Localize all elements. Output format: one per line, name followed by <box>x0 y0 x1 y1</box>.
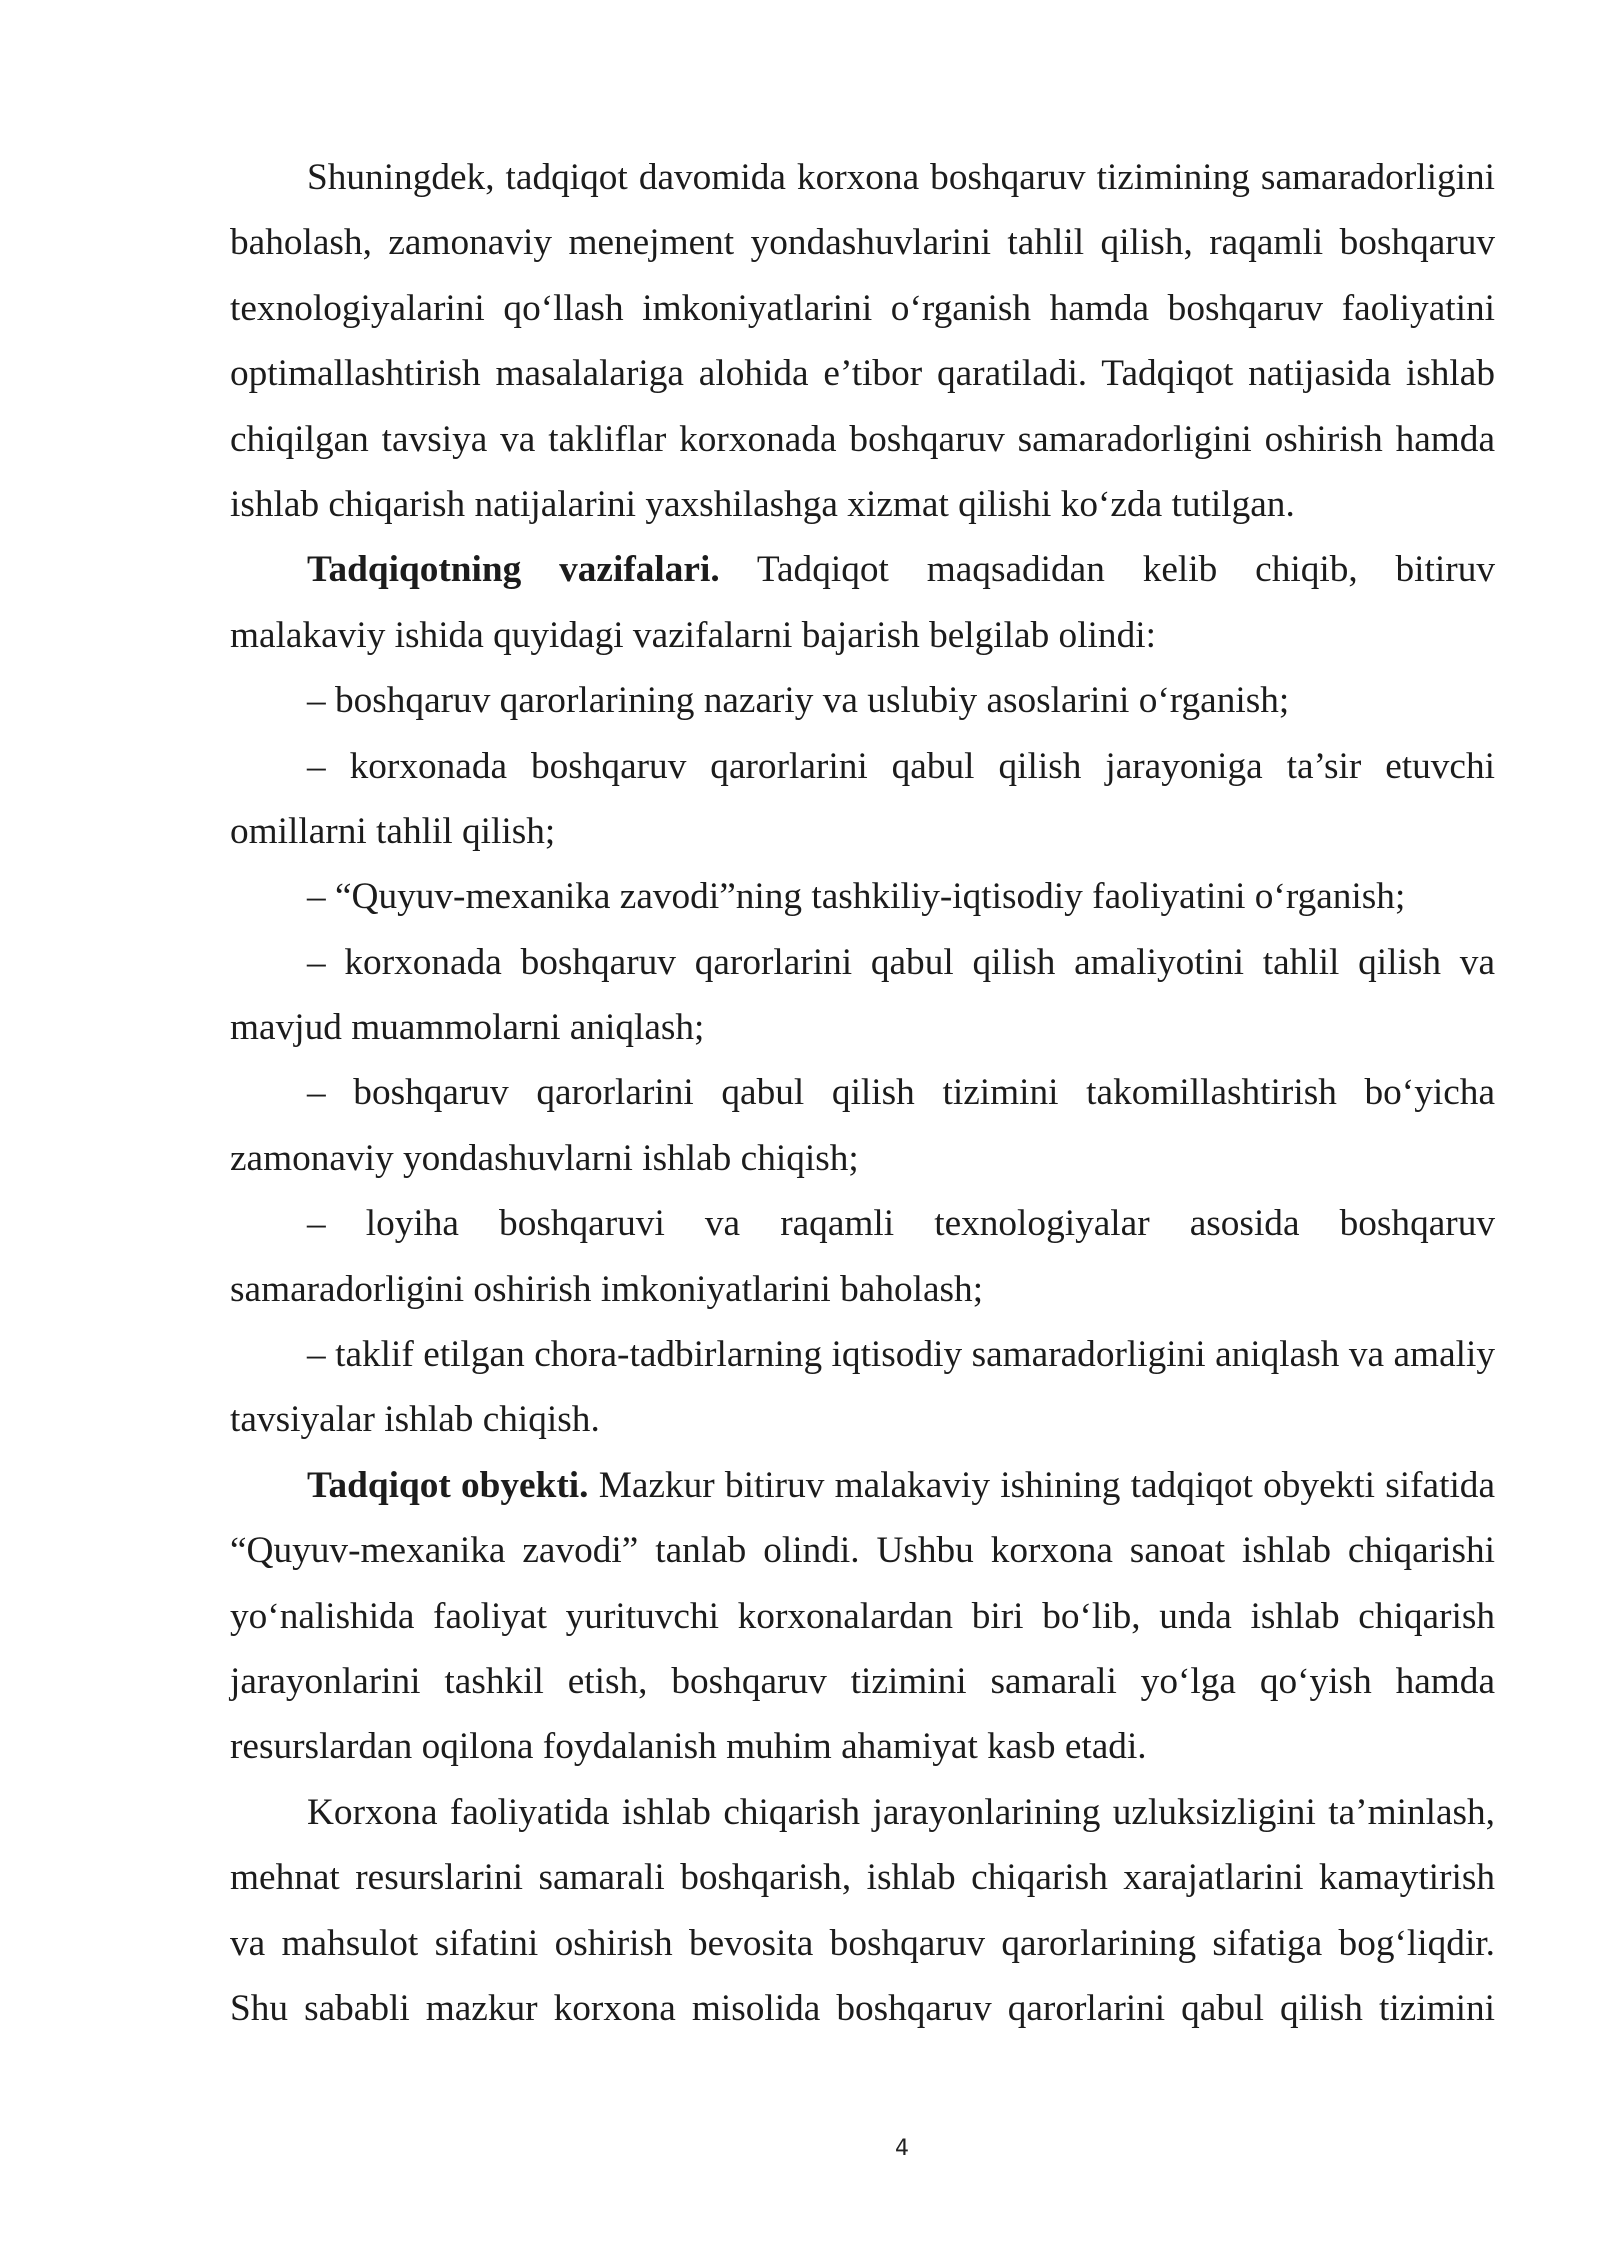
paragraph-line: yo‘nalishida faoliyat yurituvchi korxonalardan biri bo‘lib, unda ishlab chiqarish <box>230 1595 1495 1637</box>
body-text <box>230 145 1495 2041</box>
paragraph-line: samaradorligini oshirish imkoniyatlarini baholash; <box>230 1268 984 1310</box>
list-item <box>230 1060 1495 1191</box>
line-text: Mazkur bitiruv malakaviy ishining tadqiqot obyekti sifatida <box>598 1464 1496 1506</box>
paragraph <box>230 537 1495 668</box>
paragraph-line: – korxonada boshqaruv qarorlarini qabul qilish jarayoniga ta’sir etuvchi <box>307 745 1495 787</box>
paragraph-line: resurslardan oqilona foydalanish muhim ahamiyat kasb etadi. <box>230 1726 1147 1768</box>
list-item <box>230 1191 1495 1322</box>
line-text: Tadqiqot maqsadidan kelib chiqib, bitiruv <box>756 549 1495 591</box>
paragraph <box>230 1453 1495 1780</box>
paragraph-line: Shuningdek, tadqiqot davomida korxona boshqaruv tizimining samaradorligini <box>307 157 1495 198</box>
paragraph-line: jarayonlarini tashkil etish, boshqaruv tizimini samarali yo‘lga qo‘yish hamda <box>230 1660 1495 1702</box>
paragraph-line: optimallashtirish masalalariga alohida e’tibor qaratiladi. Tadqiqot natijasida ishlab <box>230 353 1495 395</box>
list-item <box>230 668 1495 733</box>
paragraph-line: – boshqaruv qarorlarining nazariy va uslubiy asoslarini o‘rganish; <box>307 680 1290 722</box>
list-item <box>230 930 1495 1061</box>
paragraph-line <box>230 1453 1495 1518</box>
paragraph-line: texnologiyalarini qo‘llash imkoniyatlarini o‘rganish hamda boshqaruv faoliyatini <box>230 287 1495 329</box>
paragraph <box>230 145 1495 537</box>
paragraph-line: malakaviy ishida quyidagi vazifalarni bajarish belgilab olindi: <box>230 614 1156 656</box>
paragraph-line: chiqilgan tavsiya va takliflar korxonada boshqaruv samaradorligini oshirish hamda <box>230 418 1495 460</box>
section-heading: Tadqiqot obyekti. <box>307 1464 589 1506</box>
list-item <box>230 734 1495 865</box>
paragraph-line: mehnat resurslarini samarali boshqarish, ishlab chiqarish xarajatlarini kamaytirish <box>230 1857 1495 1899</box>
paragraph-line: – “Quyuv-mexanika zavodi”ning tashkiliy-iqtisodiy faoliyatini o‘rganish; <box>307 876 1406 918</box>
paragraph-line: – taklif etilgan chora-tadbirlarning iqtisodiy samaradorligini aniqlash va amaliy <box>307 1334 1495 1376</box>
paragraph-line: mavjud muammolarni aniqlash; <box>230 1007 705 1049</box>
paragraph-line <box>230 537 1495 602</box>
paragraph-line: Shu sababli mazkur korxona misolida boshqaruv qarorlarini qabul qilish tizimini <box>230 1987 1495 2029</box>
paragraph-line: – korxonada boshqaruv qarorlarini qabul qilish amaliyotini tahlil qilish va <box>307 941 1495 983</box>
paragraph-line: – boshqaruv qarorlarini qabul qilish tizimini takomillashtirish bo‘yicha <box>307 1072 1495 1114</box>
paragraph-line: va mahsulot sifatini oshirish bevosita boshqaruv qarorlarining sifatiga bog‘liqdir. <box>230 1922 1495 1964</box>
paragraph-line: omillarni tahlil qilish; <box>230 810 556 852</box>
page-number: 4 <box>895 2136 909 2161</box>
paragraph-line: Korxona faoliyatida ishlab chiqarish jarayonlarining uzluksizligini ta’minlash, <box>307 1791 1495 1833</box>
paragraph-line: ishlab chiqarish natijalarini yaxshilashga xizmat qilishi ko‘zda tutilgan. <box>230 483 1295 525</box>
paragraph-line: “Quyuv-mexanika zavodi” tanlab olindi. Ushbu korxona sanoat ishlab chiqarishi <box>230 1530 1495 1572</box>
paragraph-line: – loyiha boshqaruvi va raqamli texnologiyalar asosida boshqaruv <box>307 1203 1495 1245</box>
paragraph-line: zamonaviy yondashuvlarni ishlab chiqish; <box>230 1137 859 1179</box>
paragraph-line: baholash, zamonaviy menejment yondashuvlarini tahlil qilish, raqamli boshqaruv <box>230 222 1495 264</box>
section-heading: Tadqiqotning vazifalari. <box>307 549 720 591</box>
paragraph-line: tavsiyalar ishlab chiqish. <box>230 1399 600 1441</box>
list-item <box>230 1322 1495 1453</box>
list-item <box>230 864 1495 929</box>
paragraph <box>230 1780 1495 2042</box>
